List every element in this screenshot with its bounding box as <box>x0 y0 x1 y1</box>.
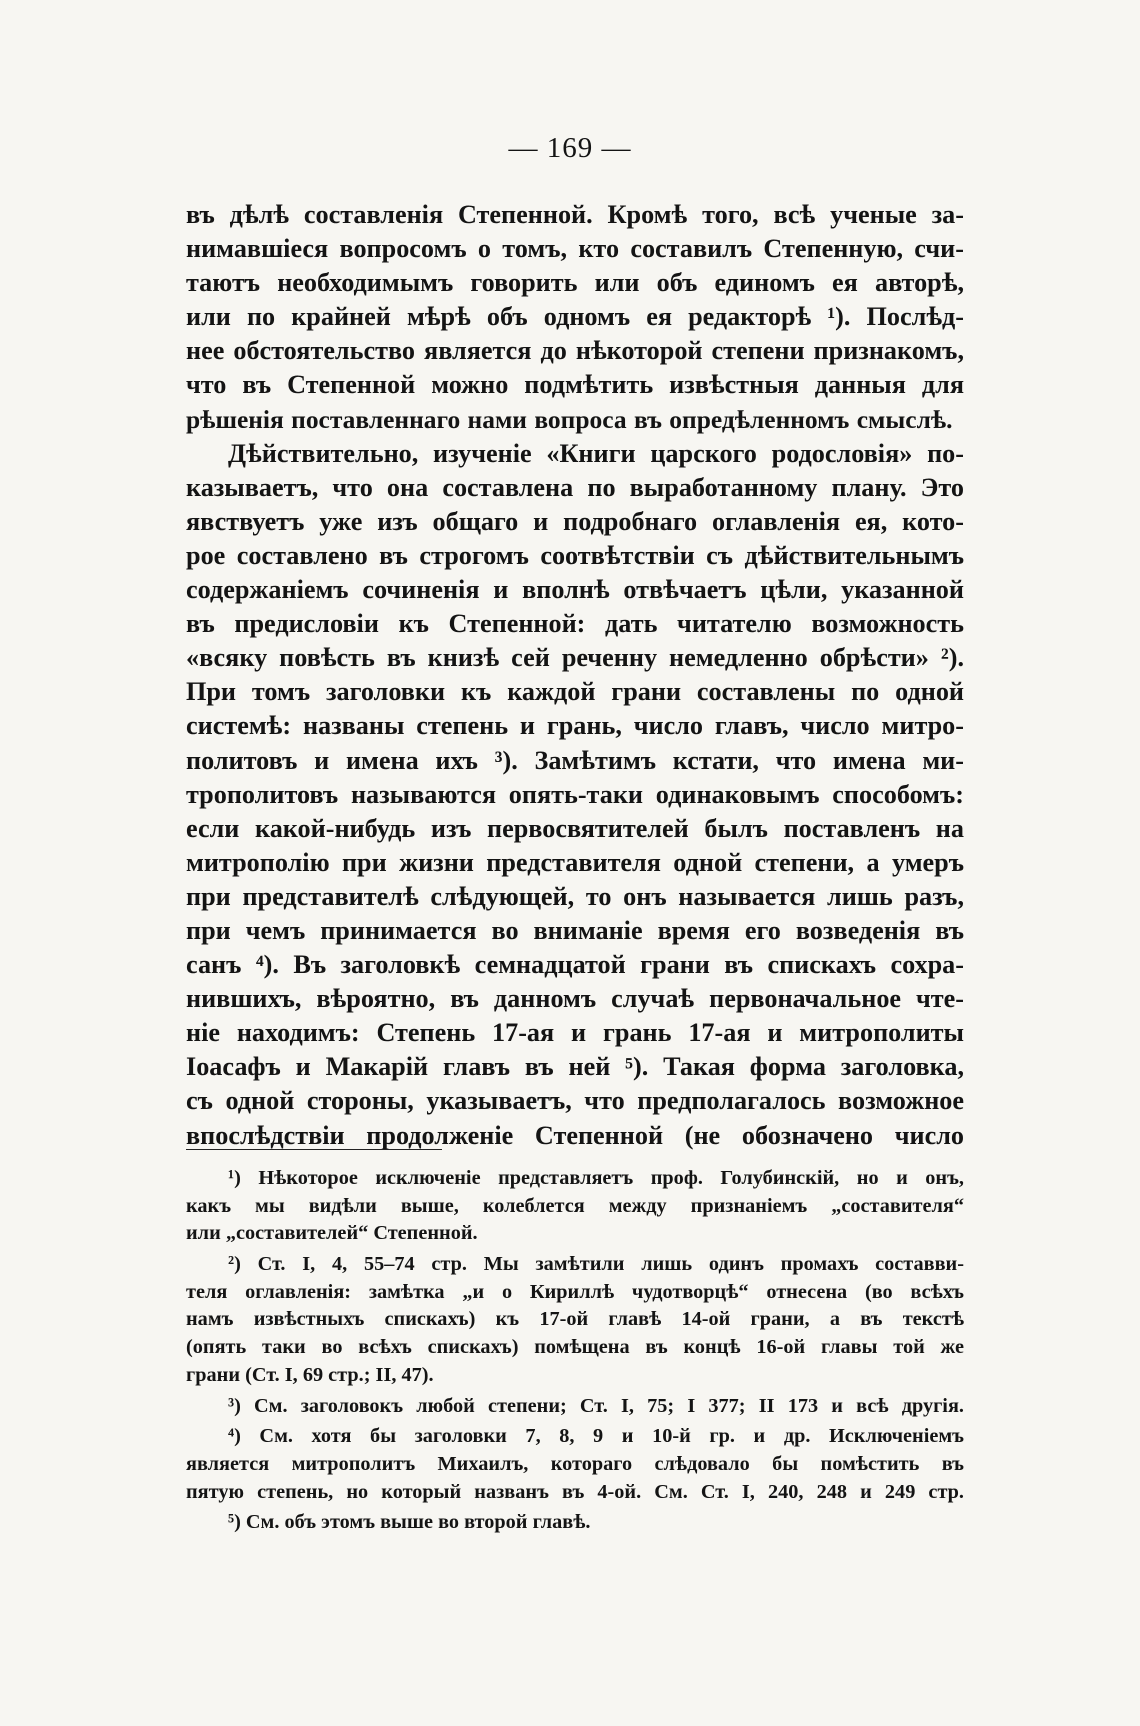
text-line: При томъ заголовки къ каждой грани составлены по одной <box>186 677 964 707</box>
footnote-line: какъ мы видѣли выше, колеблется между признаніемъ „составителя“ <box>186 1194 964 1217</box>
footnote-line: пятую степень, но который названъ въ 4-ой. См. Ст. І, 240, 248 и 249 стр. <box>186 1480 964 1503</box>
text-line: въ дѣлѣ составленія Степенной. Кромѣ того, всѣ ученые за- <box>186 200 964 229</box>
text-line: политовъ и имена ихъ ³). Замѣтимъ кстати, что имена ми- <box>186 745 964 775</box>
text-line: системѣ: названы степень и грань, число главъ, число митро- <box>186 711 964 741</box>
footnote-line: теля оглавленія: замѣтка „и о Кириллѣ чудотворцѣ“ отнесена (во всѣхъ <box>186 1280 964 1303</box>
text-line: при представителѣ слѣдующей, то онъ называется лишь разъ, <box>186 881 964 911</box>
footnote-line: грани (Ст. І, 69 стр.; ІІ, 47). <box>186 1363 434 1386</box>
text-line: санъ ⁴). Въ заголовкѣ семнадцатой грани въ спискахъ сохра- <box>186 950 964 980</box>
text-line: въ предисловіи къ Степенной: дать читателю возможность <box>186 609 964 639</box>
text-line: впослѣдствіи продолженіе Степенной (не обозначено число <box>186 1120 964 1150</box>
text-line: нимавшіеся вопросомъ о томъ, кто составилъ Степенную, счи- <box>186 234 964 264</box>
footnote-line: ²) Ст. І, 4, 55–74 стр. Мы замѣтили лишь одинъ промахъ составви- <box>228 1253 964 1276</box>
footnote-line: или „составителей“ Степенной. <box>186 1222 478 1245</box>
text-line: нее обстоятельство является до нѣкоторой степени признакомъ, <box>186 336 964 366</box>
footnote-line: (опять таки во всѣхъ спискахъ) помѣщена въ концѣ 16-ой главы той же <box>186 1336 964 1359</box>
footnotes <box>186 1165 964 1540</box>
text-line: что въ Степенной можно подмѣтить извѣстныя данныя для <box>186 370 964 400</box>
text-line: трополитовъ называются опять-таки одинаковымъ способомъ: <box>186 779 964 809</box>
text-line: митрополію при жизни представителя одной степени, а умеръ <box>186 847 964 877</box>
footnote-line: ⁴) См. хотя бы заголовки 7, 8, 9 и 10-й гр. и др. Исключеніемъ <box>228 1425 964 1448</box>
footnote-line: намъ извѣстныхъ спискахъ) къ 17-ой главѣ 14-ой грани, а въ текстѣ <box>186 1308 964 1331</box>
text-line: явствуетъ уже изъ общаго и подробнаго оглавленія ея, кото- <box>186 506 964 536</box>
page-number-header: — 169 — <box>508 132 632 164</box>
text-line: ніе находимъ: Степень 17-ая и грань 17-ая и митрополиты <box>186 1018 964 1048</box>
text-line: при чемъ принимается во вниманіе время его возведенія въ <box>186 915 964 945</box>
footnote-separator <box>186 1149 442 1150</box>
text-line: казываетъ, что она составлена по выработанному плану. Это <box>186 472 964 502</box>
main-text <box>186 198 964 1153</box>
footnote-5 <box>186 1509 964 1537</box>
footnote-4 <box>186 1423 964 1506</box>
footnote-line: ¹) Нѣкоторое исключеніе представляетъ проф. Голубинскій, но и онъ, <box>228 1167 964 1189</box>
footnote-2 <box>186 1251 964 1389</box>
footnote-3 <box>186 1393 964 1421</box>
footnote-line: ³) См. заголовокъ любой степени; Ст. І, 75; І 377; ІІ 173 и всѣ другія. <box>228 1394 964 1417</box>
text-line: съ одной стороны, указываетъ, что предполагалось возможное <box>186 1086 964 1116</box>
text-line: Іоасафъ и Макарій главъ въ ней ⁵). Такая форма заголовка, <box>186 1052 964 1082</box>
text-line: содержаніемъ сочиненія и вполнѣ отвѣчаетъ цѣли, указанной <box>186 575 964 605</box>
footnote-line: ⁵) См. объ этомъ выше во второй главѣ. <box>228 1511 591 1534</box>
footnote-1 <box>186 1165 964 1248</box>
text-line: если какой-нибудь изъ первосвятителей былъ поставленъ на <box>186 813 964 843</box>
text-line: рое составлено въ строгомъ соотвѣтствіи съ дѣйствительнымъ <box>186 540 964 570</box>
text-line: нившихъ, вѣроятно, въ данномъ случаѣ первоначальное чте- <box>186 984 964 1014</box>
text-line: «всяку повѣсть въ книзѣ сей реченну немедленно обрѣсти» ²). <box>186 643 964 673</box>
text-line: таютъ необходимымъ говорить или объ единомъ ея авторѣ, <box>186 268 964 298</box>
text-line: или по крайней мѣрѣ объ одномъ ея редакторѣ ¹). Послѣд- <box>186 302 964 332</box>
text-line: рѣшенія поставленнаго нами вопроса въ опредѣленномъ смыслѣ. <box>186 404 953 434</box>
paragraph-start-line: Дѣйствительно, изученіе «Книги царского родословія» по- <box>228 438 964 468</box>
footnote-line: является митрополитъ Михаилъ, котораго слѣдовало бы помѣстить въ <box>186 1452 964 1475</box>
